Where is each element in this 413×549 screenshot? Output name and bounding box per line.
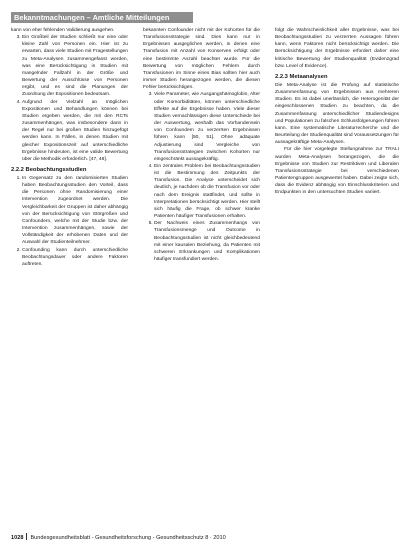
section-heading: 2.2.2 Beobachtungsstudien — [11, 166, 87, 173]
numbered-list — [11, 34, 128, 163]
footer-divider — [26, 533, 27, 540]
text-column-3 — [275, 27, 399, 527]
list-item: 3. Viele Parameter, wie Ausgangshämoglobin, Alter oder Komorbiditäten, können unterschiedliche Effekte auf die Ergebnisse haben. Viele dieser Studien vernachlässigen diese Unterschiede bei der Auswertung, weshalb das Vorhandensein von Confoundern zu verzerrten Ergebnissen führen kann [50, 51]. Ohne adäquate Adjustierung sind Vergleiche von Transfusionsstrategien zwischen Kohorten nur eingeschränkt aussagekräftig. — [154, 91, 260, 163]
section-heading: 2.2.3 Metaanalysen — [275, 73, 328, 80]
paragraph: Die Meta-Analyse ist die Prüfung auf statistische Zusammenfassung von Ergebnissen aus mehreren Studien. Es ist dabei unerlässlich, die Heterogenität der eingeschlossenen Studien zu beachten, da die Zusammenfassung unterschiedlicher Studiendesigns und Populationen zu falschen Schlussfolgerungen führen kann. Eine systematische Literaturrecherche und die Beurteilung der Studienqualität sind Voraussetzungen für aussagekräftige Meta-Analysen. — [275, 82, 399, 146]
list-item: 4. Ein zentrales Problem bei Beobachtungsstudien ist die Bestimmung des Zeitpunkts der Transfusion. Die Analyse unterscheidet sich deutlich, je nachdem ob die Transfusion vor oder nach dem Ereignis stattfindet, und sollte in Interpretationen berücksichtigt werden. Hier stellt sich häufig die Frage, ob schwer kranke Patienten häufiger Transfusionen erhalten. — [154, 163, 260, 220]
numbered-list — [143, 91, 260, 263]
page-number: 1028 — [11, 535, 24, 541]
paragraph: folgt die Wahrscheinlichkeit aller Ergebnisse, was bei Beobachtungsstudien zu verzerrten Aussagen führen kann, wenn Faktoren nicht berücksichtigt werden. Die Berücksichtigung der Ergebnisse erfordert daher eine kritische Bewertung der Studienqualität (Evidenzgrad bzw. Level of Evidence). — [275, 28, 399, 69]
journal-citation: Bundesgesundheitsblatt - Gesundheitsforschung - Gesundheitsschutz 8 · 2010 — [30, 535, 226, 541]
paragraph: Für die hier vorgelegte Stellungnahme zur TRALI wurden Meta-Analysen herangezogen, die die Ergebnisse von Studien zur Restriktiven und Liberalen Transfusionsstrategie bei verschiedenen Patientengruppen ausgewertet haben. Dabei zeigte sich, dass die Evidenz abhängig von Einschlusskriterien und Endpunkten in den untersuchten Studien variiert. — [275, 147, 399, 196]
list-item: 2. Confounding kann durch unterschiedliche Beobachtungsdauer oder andere Faktoren auftreten. — [22, 247, 128, 268]
page-footer — [11, 533, 403, 542]
numbered-list — [11, 175, 128, 268]
text-column-2 — [143, 27, 260, 527]
list-item: 1. In Gegensatz zu den randomisierten Studien haben Beobachtungsstudien den Vorteil, dass die Personen ohne Randomisierung einer Intervention zugeordnet werden. Die Vergleichbarkeit der Gruppen ist daher abhängig von der Berücksichtigung von Störgrößen und Confoundern, welche mit der Studie bzw. der Intervention zusammenhängen, sowie der Vollständigkeit der erhobenen Daten und der Auswahl der Studienteilnehmer. — [22, 175, 128, 247]
list-item: 3. Ein Großteil der Studien schließt nur eine oder kleine Zahl von Personen ein. Hier ist zu erwarten, dass viele Studien mit Fragestellungen zu Meta-Analysen zusammengefasst werden, was eine Berücksichtigung in Studien mit mangelnder Fallzahl in der Größe und Bewertung der Ausschlüsse von Personen ergibt, und es sind die Planungen der Zuordnung der Expositionen bedeutsam. — [22, 34, 128, 98]
paragraph: bekannten Confounder nicht mit der Kohorten für die Transfusionsstrategie sind. Dies kann nur in Ergebnissen ausgeglichen werden, in denen eine Transfusion mit Anzahl von Konserven erfolgt oder eine bestimmte Anzahl beachtet wurde. Für die Bewertung von möglichen Fehlern durch Transfusionen im Sinne eines Bias sollten hier auch immer Studien herangezogen werden, die diesen Fehler berücksichtigen. — [143, 28, 260, 91]
list-item: 5. Der Nachweis eines Zusammenhangs von Transfusionsmenge und Outcome in Beobachtungsstudien ist nicht gleichbedeutend mit einer kausalen Beziehung, da Patienten mit schweren Erkrankungen und Komplikationen häufiger transfundiert werden. — [154, 220, 260, 263]
paragraph: kann von eher fehlenden Validierung ausgehen. — [11, 28, 115, 33]
page-section-header: Bekanntmachungen – Amtliche Mitteilungen — [14, 13, 170, 22]
list-item: 4. Aufgrund der Vielzahl an möglichen Expositionen und Behandlungen können bei Studien ergeben werden, die mit den RCTs zusammenhängen, was insbesondere dann in der Regel nur bei großen Studien hinzugefügt werden kann. In Fällen, in denen Studien mit gleicher Expositionszeit auf unterschiedliche Ergebnisse hindeuten, ist eine valide Bewertung über die Methodik erforderlich. [47, 48]. — [22, 99, 128, 163]
text-column-1 — [11, 27, 128, 527]
